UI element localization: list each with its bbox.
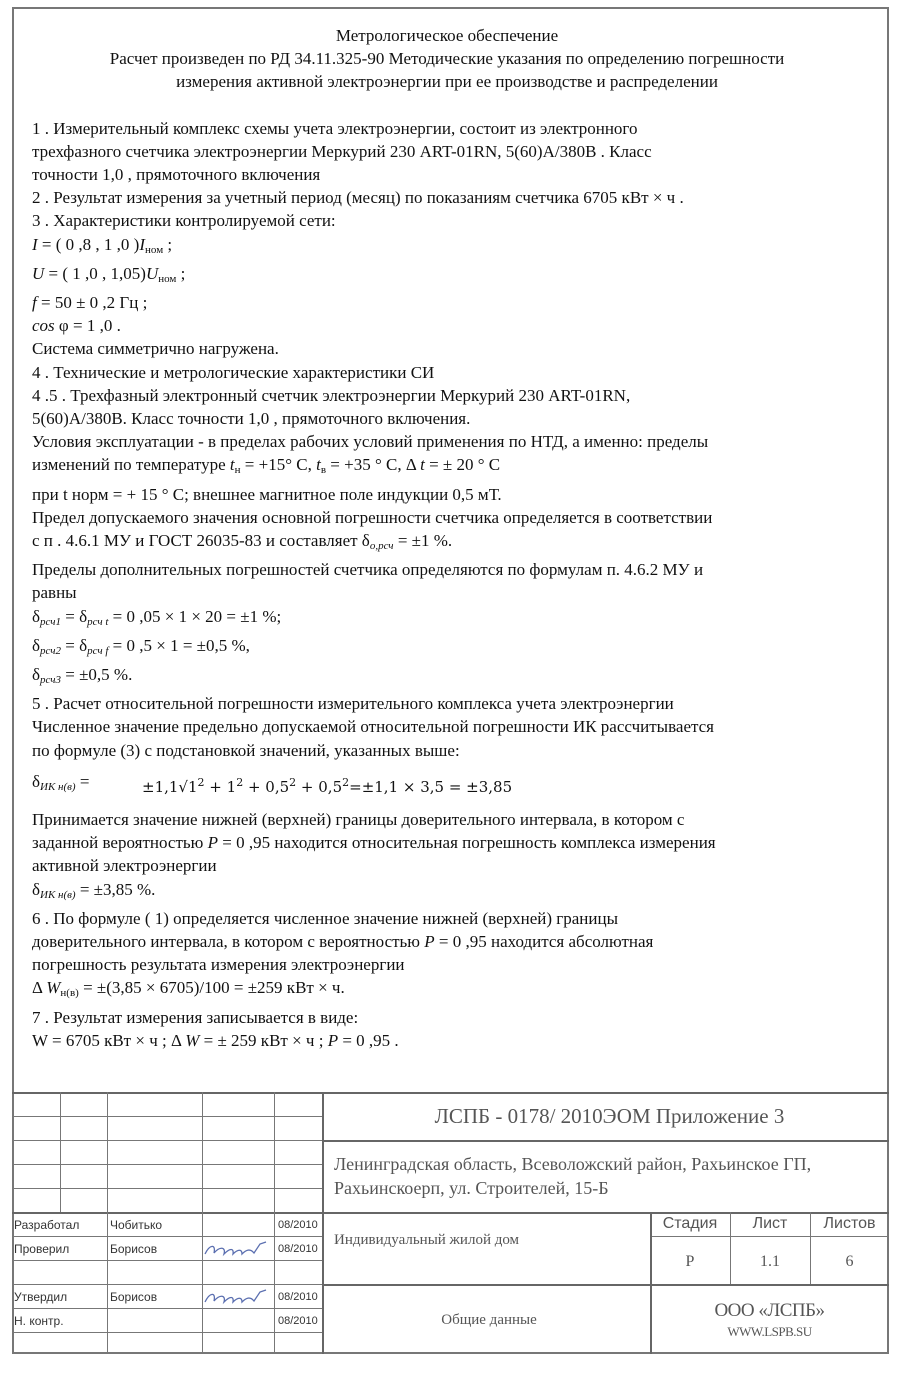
date-checked: 08/2010 (278, 1243, 318, 1255)
limit-line-1: Предел допускаемого значения основной погрешности счетчика определяется в соответствии (32, 507, 713, 527)
stage-label: Стадия (662, 1215, 718, 1232)
current-range: I = ( 0 ,8 , 1 ,0 )$I_{ном}$ ; (32, 234, 173, 256)
result-delta: $\delta_{ИК н(в)} = \pm 3,85$ %. (32, 879, 156, 901)
para-4-5-line-1: 4 .5 . Трехфазный электронный счетчик электроэнергии Меркурий 230 ART-01RN, (32, 385, 631, 405)
name-checked: Борисов (110, 1242, 158, 1256)
document-code: ЛСПБ - 0178/ 2010ЭОМ Приложение 3 (434, 1104, 785, 1128)
accept-line-2: заданной вероятностью P = 0 ,95 находится относительная погрешность комплекса измерения (32, 833, 716, 853)
para-1-line-2: трехфазного счетчика электроэнергии Меркурий 230 ART-01RN, 5(60)А/380В . Класс (32, 141, 652, 161)
sheet-value: 1.1 (760, 1253, 780, 1270)
absolute-error: Δ $W_{н(в)} = \pm(3,85 \times 6705)/100 = \pm 259$ кВт × ч. (32, 978, 345, 1000)
role-developed: Разработал (14, 1218, 80, 1232)
delta-2: $\delta_{рсч2} = \delta_{рсч f} = 0$ ,5 × 1 = ±0,5 %, (32, 635, 250, 657)
conditions-line-3: при t норм = + 15 ° С; внешнее магнитное поле индукции 0,5 мТ. (32, 484, 502, 504)
frequency: f = 50 ± 0 ,2 Гц ; (32, 293, 148, 313)
para-4-5-line-2: 5(60)А/380В. Класс точности 1,0 , прямоточного включения. (32, 409, 471, 429)
additional-line-1: Пределы дополнительных погрешностей счетчика определяются по формулам п. 4.6.2 МУ и (32, 560, 704, 580)
stage-value: Р (685, 1253, 695, 1270)
final-result: W = 6705 кВт × ч ; Δ W = ± 259 кВт × ч ; P = 0 ,95 . (32, 1030, 399, 1050)
para-5: 5 . Расчет относительной погрешности измерительного комплекса учета электроэнергии (32, 694, 674, 714)
sheet-label: Лист (752, 1215, 788, 1232)
delta-1: $\delta_{рсч1} = \delta_{рсч t} = 0$ ,05 × 1 × 20 = ±1 %; (32, 606, 282, 628)
doc-title: Метрологическое обеспечение (335, 26, 559, 45)
role-approved: Утвердил (14, 1290, 68, 1304)
additional-line-2: равны (32, 583, 77, 603)
sheet-name: Общие данные (441, 1312, 537, 1328)
website: WWW.LSPB.SU (727, 1324, 812, 1339)
sheets-label: Листов (823, 1215, 876, 1232)
para-6-line-2: доверительного интервала, в котором с вероятностью P = 0 ,95 находится абсолютная (32, 931, 654, 951)
role-checked: Проверил (14, 1242, 70, 1256)
para-4: 4 . Технические и метрологические характеристики СИ (32, 362, 435, 382)
para-7: 7 . Результат измерения записывается в виде: (32, 1007, 359, 1027)
symmetric-load: Система симметрично нагружена. (32, 339, 279, 359)
project-address: Ленинградская область, Всеволожский район, Рахьинское ГП, Рахьинскоерп, ул. Строителей, 15-Б (334, 1154, 812, 1198)
date-developed: 08/2010 (278, 1219, 318, 1231)
sheets-value: 6 (845, 1253, 854, 1270)
delta-3: $\delta_{рсч3} = \pm 0,5$ %. (32, 665, 133, 687)
conditions-line-2: изменений по температуре $t_н = +15^\circ$ С, $t_в = +35$ ° С, Δ t = ± 20 ° С (32, 455, 501, 477)
doc-subtitle-1: Расчет произведен по РД 34.11.325-90 Методические указания по определению погрешности (109, 49, 785, 69)
date-norm-control: 08/2010 (278, 1315, 318, 1327)
error-formula: $\delta_{ИК н(в)}$ = $\pm 1,1√1^2 + 1^2 + 0,5^2 + 0,5^2=\pm 1,1 \times 3,5 = \pm 3,85$ (32, 772, 513, 796)
power-factor: cos φ = 1 ,0 . (32, 316, 121, 336)
signature-approved (202, 1286, 272, 1308)
role-norm-control: Н. контр. (14, 1314, 64, 1328)
para-1-line-1: 1 . Измерительный комплекс схемы учета электроэнергии, состоит из электронного (32, 118, 638, 138)
voltage-range: U = ( 1 ,0 , $1,05)U_{ном}$ ; (32, 263, 186, 285)
object-name: Индивидуальный жилой дом (334, 1232, 520, 1248)
doc-subtitle-2: измерения активной электроэнергии при ее производстве и распределении (176, 72, 718, 92)
para-1-line-3: точности 1,0 , прямоточного включения (32, 165, 321, 185)
title-block (12, 1092, 889, 1354)
para-6-line-1: 6 . По формуле ( 1) определяется численное значение нижней (верхней) границы (32, 908, 618, 928)
para-3: 3 . Характеристики контролируемой сети: (32, 211, 336, 231)
para-2: 2 . Результат измерения за учетный период (месяц) по показаниям счетчика 6705 кВт × ч . (32, 188, 684, 208)
name-developed: Чобитько (110, 1218, 163, 1232)
limit-line-2: с п . 4.6.1 МУ и ГОСТ 26035-83 и составляет $\delta_{o,рсч} = \pm 1$ %. (32, 531, 453, 553)
accept-line-3: активной электроэнергии (32, 856, 217, 876)
conditions-line-1: Условия эксплуатации - в пределах рабочих условий применения по НТД, а именно: пределы (32, 432, 709, 452)
organization: ООО «ЛСПБ» (714, 1300, 825, 1321)
accept-line-1: Принимается значение нижней (верхней) границы доверительного интервала, в котором с (32, 809, 685, 829)
numeric-line-2: по формуле (3) с подстановкой значений, указанных выше: (32, 740, 460, 760)
signature-checked (202, 1238, 272, 1260)
date-approved: 08/2010 (278, 1291, 318, 1303)
document-body (32, 24, 862, 1052)
numeric-line-1: Численное значение предельно допускаемой относительной погрешности ИК рассчитывается (32, 717, 715, 737)
name-approved: Борисов (110, 1290, 158, 1304)
para-6-line-3: погрешность результата измерения электроэнергии (32, 955, 405, 975)
